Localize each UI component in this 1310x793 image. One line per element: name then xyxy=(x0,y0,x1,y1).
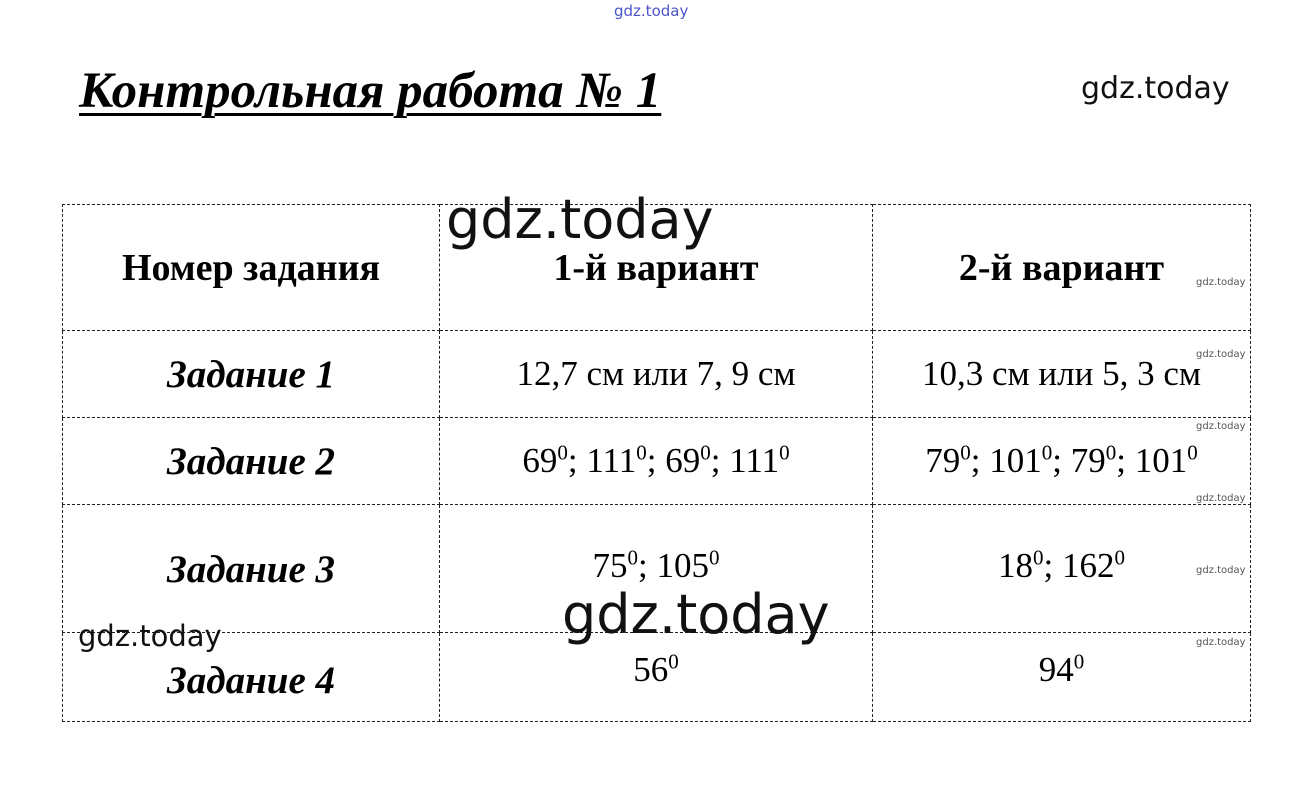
watermark-large-upper: gdz.today xyxy=(446,188,714,251)
answer-variant-2: 10,3 см или 5, 3 см xyxy=(873,331,1251,418)
watermark-small: gdz.today xyxy=(1196,493,1246,504)
table-row xyxy=(63,331,1251,418)
task-label: Задание 3 xyxy=(63,505,440,633)
answer-variant-1: $75^0$; $105^0$ xyxy=(440,505,873,633)
answer-variant-2: $79^0$; $101^0$; $79^0$; $101^0$ xyxy=(873,418,1251,505)
answer-variant-1: $56^0$ xyxy=(440,633,873,722)
watermark-right: gdz.today xyxy=(1081,71,1230,106)
answer-variant-1: 12,7 см или 7, 9 см xyxy=(440,331,873,418)
watermark-small: gdz.today xyxy=(1196,637,1246,648)
page-title: Контрольная работа № 1 xyxy=(79,63,662,119)
header-variant-2: 2-й вариант xyxy=(873,205,1251,331)
answer-variant-1: $69^0$; $111^0$; $69^0$; $111^0$ xyxy=(440,418,873,505)
task-label: Задание 4 xyxy=(63,633,440,722)
header-task-number: Номер задания xyxy=(63,205,440,331)
watermark-top: gdz.today xyxy=(614,2,689,20)
task-label: Задание 2 xyxy=(63,418,440,505)
watermark-left: gdz.today xyxy=(78,619,222,653)
answer-variant-2: $18^0$; $162^0$ xyxy=(873,505,1251,633)
watermark-large-lower: gdz.today xyxy=(562,583,830,646)
watermark-small: gdz.today xyxy=(1196,565,1246,576)
table-row xyxy=(63,418,1251,505)
task-label: Задание 1 xyxy=(63,331,440,418)
watermark-small: gdz.today xyxy=(1196,421,1246,432)
header-variant-1: 1-й вариант xyxy=(440,205,873,331)
watermark-small: gdz.today xyxy=(1196,349,1246,360)
answer-variant-2: $94^0$ xyxy=(873,633,1251,722)
watermark-small: gdz.today xyxy=(1196,277,1246,288)
